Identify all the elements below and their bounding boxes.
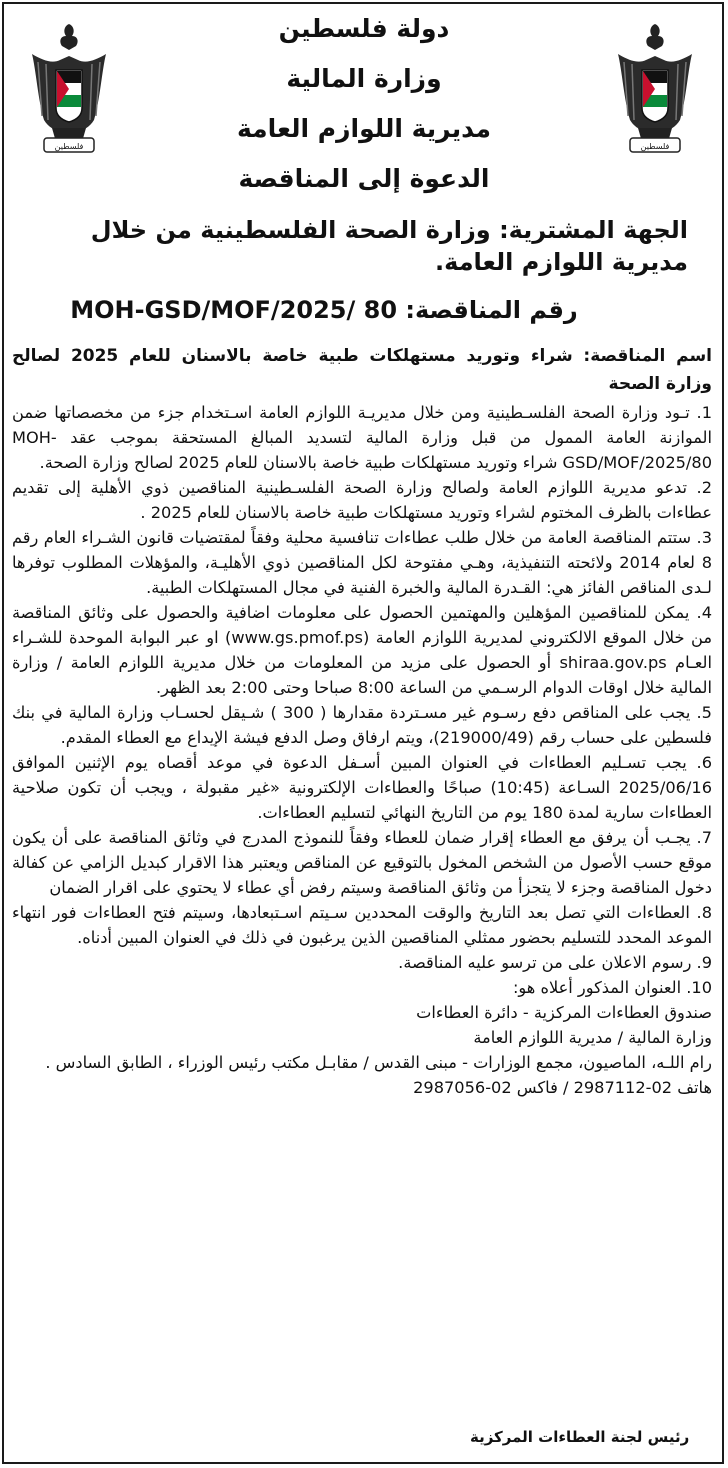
tender-name: اسم المناقصة: شراء وتوريد مستهلكات طبية خاصة بالاسنان للعام 2025 لصالح وزارة الصحة (12, 346, 713, 394)
clause-4: 4. يمكن للمناقصين المؤهلين والمهتمين الحصول على معلومات اضافية والحصول على وثائق المناقصة من خلال الموقع الالكتروني لمديرية اللوازم العامة (www.gs.pmof.ps) او عبر البوابة الموحدة للشـراء العـام shiraa.gov.ps أو الحصول على مزيد من المعلومات من خلال مديرية اللوازم العامة / وزارة المالية خلال اوقات الدوام الرسـمي من الساعة 8:00 صباحا وحتى 2:00 بعد الظهر. (12, 603, 713, 697)
address-line-2: وزارة المالية / مديرية اللوازم العامة (473, 1028, 712, 1047)
header-invitation: الدعوة إلى المناقصة (238, 164, 490, 193)
contact-phone-fax: هاتف 02-2987112 / فاكس 02-2987056 (413, 1078, 712, 1097)
emblem-caption: فلسطين (640, 142, 670, 151)
eagle-emblem-icon (26, 20, 112, 158)
clause-8: 8. العطاءات التي تصل بعد التاريخ والوقت المحددين سـيتم اسـتبعادها، وسيتم فتح العطاءات فور انتهاء الموعد المحدد للتسليم بحضور ممثلي المناقصين الذين يرغبون في ذلك في العنوان المبين أدناه. (12, 903, 712, 947)
palestine-emblem-right (612, 20, 698, 158)
emblem-caption: فلسطين (54, 142, 84, 151)
address-line-1: صندوق العطاءات المركزية - دائرة العطاءات (416, 1003, 712, 1022)
address-line-3: رام اللـه، الماصيون، مجمع الوزارات - مبنى القدس / مقابـل مكتب رئيس الوزراء ، الطابق السادس . (45, 1053, 712, 1072)
eagle-emblem-icon (612, 20, 698, 158)
buyer-entity: الجهة المشترية: وزارة الصحة الفلسطينية من خلال مديرية اللوازم العامة. (90, 216, 688, 276)
clause-1: 1. تـود وزارة الصحة الفلسـطينية ومن خلال مديريـة اللوازم العامة اسـتخدام جزء من مخصصاتها ضمن الموازنة العامة الممول من قبل وزارة المالية لتسديد المبالغ المستحقة بموجب عقد MOH-GSD/MOF/2025/80 شراء وتوريد مستهلكات طبية خاصة بالاسنان للعام 2025 لصالح وزارة الصحة. (12, 403, 712, 472)
tender-number: رقم المناقصة: MOH-GSD/MOF/2025/ 80 (70, 296, 578, 324)
tender-body (12, 342, 712, 1100)
clause-9: 9. رسوم الاعلان على من ترسو عليه المناقصة. (398, 953, 712, 972)
clause-5: 5. يجب على المناقص دفع رسـوم غير مسـتردة مقدارها ( 300 ) شـيقل لحسـاب وزارة المالية في بنك فلسطين على حساب رقم (219000/49)، ويتم ارفاق وصل الدفع فيشة الإيداع مع العطاء المقدم. (12, 703, 712, 747)
clause-2: 2. تدعو مديرية اللوازم العامة ولصالح وزارة الصحة الفلسـطينية المناقصين ذوي الأهلية إلى تقديم عطاءات بالظرف المختوم لشراء وتوريد مستهلكات طبية خاصة بالاسنان للعام 2025 . (12, 478, 712, 522)
clause-10: 10. العنوان المذكور أعلاه هو: (512, 978, 712, 997)
header-ministry: وزارة المالية (286, 64, 442, 93)
palestine-emblem-left (26, 20, 112, 158)
header-directorate: مديرية اللوازم العامة (236, 114, 492, 143)
header-state: دولة فلسطين (278, 14, 450, 43)
clause-7: 7. يجـب أن يرفق مع العطاء إقرار ضمان للعطاء وفقاً للنموذج المدرج في وثائق المناقصة على أن يكون موقع حسب الأصول من الشخص المخول بالتوقيع عن المناقص ويعتبر هذا الاقرار كبديل الزامي عن كفالة دخول المناقصة وجزء لا يتجزأ من وثائق المناقصة وسيتم رفض أي عطاء لا يحتوي على اقرار الضمان (12, 828, 712, 897)
clause-6: 6. يجب تسـليم العطاءات في العنوان المبين أسـفل الدعوة في موعد أقصاه يوم الإثنين الموافق 2025/06/16 السـاعة (10:45) صباحًا والعطاءات الإلكترونية «غير مقبولة ، ويجب أن تكون صلاحية العطاءات سارية لمدة 180 يوم من التاريخ النهائي لتسليم العطاءات. (12, 753, 712, 822)
clause-3: 3. ستتم المناقصة العامة من خلال طلب عطاءات تنافسية محلية وفقاً لمقتضيات قانون الشـراء العام رقم 8 لعام 2014 ولائحته التنفيذية، وهـي مفتوحة لكل المناقصين ذوي الأهليـة، والمؤهلات المطلوب توفرها لـدى المناقص الفائز هي: القـدرة المالية والخبرة الفنية في مجال المستهلكات الطبية. (12, 528, 712, 597)
signature: رئيس لجنة العطاءات المركزية (470, 1428, 690, 1446)
